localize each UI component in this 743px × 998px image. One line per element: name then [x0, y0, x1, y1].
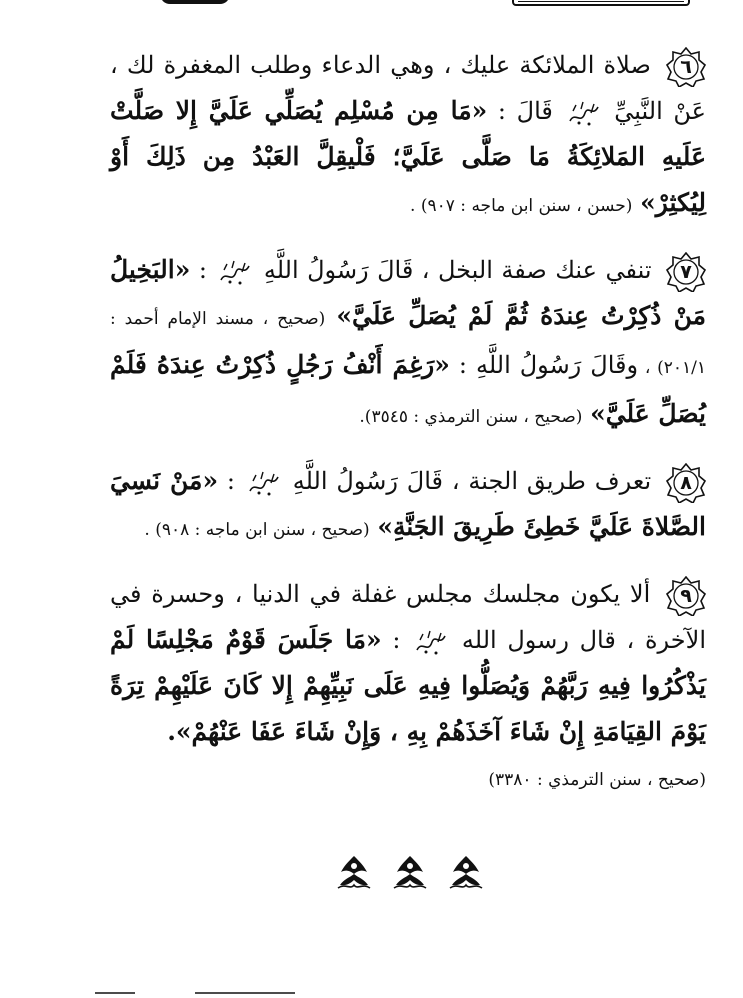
- salutation-calligraphy-icon: [218, 257, 252, 287]
- item-number: ٩: [680, 584, 692, 607]
- hadith-source: (صحيح ، سنن الترمذي : ٣٥٤٥).: [359, 407, 583, 427]
- item-text: قَالَ :: [487, 97, 553, 125]
- item-text: :: [381, 626, 401, 654]
- salutation-calligraphy-icon: [414, 627, 448, 657]
- salutation-calligraphy-icon: [567, 98, 601, 128]
- hadith-quote: «مَنْ نَسِيَ الصَّلاةَ عَلَيَّ خَطِئَ طَرِيقَ الجَنَّةِ»: [110, 466, 706, 541]
- item-text: :: [190, 256, 207, 284]
- item-number: ٦: [680, 55, 692, 78]
- footer-rule: [95, 992, 295, 996]
- item-7: [110, 247, 706, 440]
- number-badge-icon: [666, 463, 706, 503]
- item-number: ٨: [680, 471, 692, 494]
- item-number: ٧: [680, 260, 692, 283]
- hadith-source: (صحيح ، مسند الإمام أحمد : ٢٠١/١) ،: [110, 309, 706, 378]
- item-text: ألا يكون مجلسك مجلس غفلة في الدنيا ، وحسرة في الآخرة ، قال رسول الله: [110, 580, 706, 654]
- floral-ornament-icon: [335, 852, 373, 892]
- item-text: تعرف طريق الجنة ، قَالَ رَسُولُ اللَّهِ: [292, 467, 652, 495]
- item-text: صلاة الملائكة عليك ، وهي الدعاء وطلب المغفرة لك ، عَنْ النَّبِيِّ: [110, 51, 706, 125]
- item-text: تنفي عنك صفة البخل ، قَالَ رَسُولُ اللَّهِ: [263, 256, 652, 284]
- hadith-source: (صحيح ، سنن الترمذي : ٣٣٨٠): [488, 770, 706, 790]
- hadith-source: (حسن ، سنن ابن ماجه : ٩٠٧) .: [410, 196, 633, 216]
- page-header-ornament: [160, 0, 230, 4]
- item-text: :: [218, 467, 236, 495]
- ornament-divider: [335, 852, 495, 892]
- item-8: [110, 458, 706, 553]
- hadith-quote: «مَا مِن مُسْلِم يُصَلِّي عَلَيَّ إِلا صَلَّتْ عَلَيهِ المَلائِكَةُ مَا صَلَّى عَلَيَّ؛ فَلْيقِلَّ العَبْدُ مِن ذَلِكَ أَوْ لِيُكثِرْ»: [110, 96, 706, 217]
- hadith-quote: «رَغِمَ أَنْفُ رَجُلٍ ذُكِرْتُ عِندَهُ فَلَمْ يُصَلِّ عَلَيَّ»: [110, 350, 706, 428]
- number-badge-icon: [666, 47, 706, 87]
- salutation-calligraphy-icon: [247, 468, 281, 498]
- item-9: [110, 571, 706, 755]
- number-badge-icon: [666, 252, 706, 292]
- page-header-frame: [512, 0, 690, 6]
- item-6: [110, 42, 706, 229]
- hadith-source: (صحيح ، سنن ابن ماجه : ٩٠٨) .: [144, 520, 370, 540]
- number-badge-icon: [666, 576, 706, 616]
- page-body: [110, 42, 706, 773]
- floral-ornament-icon: [391, 852, 429, 892]
- floral-ornament-icon: [447, 852, 485, 892]
- hadith-quote: «البَخِيلُ مَنْ ذُكِرْتُ عِندَهُ ثُمَّ لَمْ يُصَلِّ عَلَيَّ»: [110, 255, 706, 330]
- hadith-quote: «مَا جَلَسَ قَوْمٌ مَجْلِسًا لَمْ يَذْكُرُوا فِيهِ رَبَّهُمْ وَيُصَلُّوا فِيهِ عَلَى نَبِيِّهِمْ إِلا كَانَ عَلَيْهِمْ تِرَةً يَوْمَ القِيَامَةِ إِنْ شَاءَ آخَذَهُمْ بِهِ ، وَإِنْ شَاءَ عَفَا عَنْهُمْ».: [110, 625, 706, 746]
- item-text: وقَالَ رَسُولُ اللَّهِ :: [449, 351, 639, 379]
